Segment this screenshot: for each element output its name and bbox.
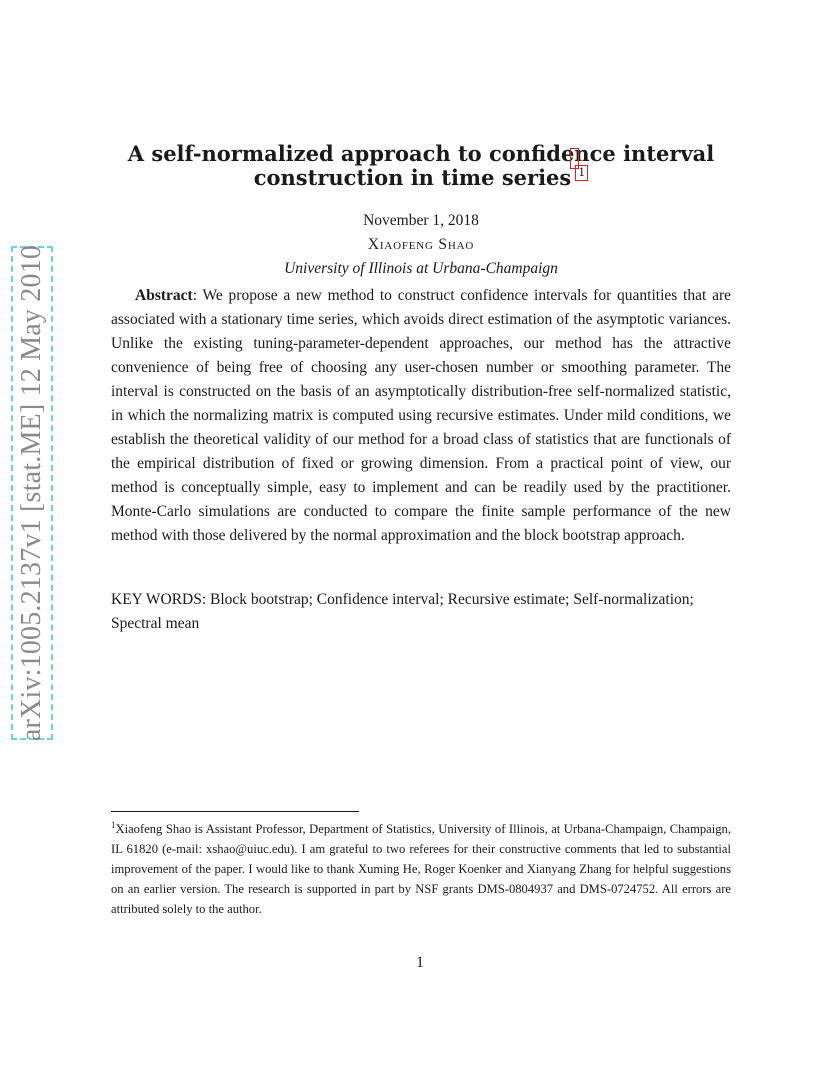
paper-title-line-2 [60, 166, 782, 190]
abstract-text: We propose a new method to construct confidence intervals for quantities that are associated with a stationary time series, which avoids direct estimation of the asymptotic variances. Unlike the existing tuning-parameter-dependent approaches, our method has the attractive convenience of being free of choosing any user-chosen number or smoothing parameter. The interval is constructed on the basis of an asymptotically distribution-free self-normalized statistic, in which the normalizing matrix is computed using recursive estimates. Under mild conditions, we establish the theoretical validity of our method for a broad class of statistics that are functionals of the empirical distribution of fixed or growing dimension. From a practical point of view, our method is conceptually simple, easy to implement and can be readily used by the practitioner. Monte-Carlo simulations are conducted to compare the finite sample performance of the new method with those delivered by the normal approximation and the block bootstrap approach. [111, 287, 731, 544]
page-number: 1 [416, 954, 424, 971]
footnote-text: Xiaofeng Shao is Assistant Professor, Department of Statistics, University of Illinois, at Urbana-Champaign, Champaign, IL 61820 (e-mail: xshao@uiuc.edu). I am grateful to two referees for their constructive comments that led to substantial improvement of the paper. I would like to thank Xuming He, Roger Koenker and Xianyang Zhang for helpful suggestions on an earlier version. The research is supported in part by NSF grants DMS-0804937 and DMS-0724752. All errors are attributed solely to the author. [111, 822, 731, 916]
paper-title-line-1: A self-normalized approach to confidence interval [127, 141, 715, 166]
paper-date: November 1, 2018 [363, 212, 479, 229]
paper-affiliation: University of Illinois at Urbana-Champaign [284, 260, 558, 277]
abstract-separator: : [192, 287, 197, 304]
footnote-mark: 1 [111, 820, 116, 830]
abstract [111, 284, 731, 548]
abstract-paragraph [111, 284, 731, 548]
footnote-rule [111, 811, 359, 812]
footnote [111, 815, 731, 919]
arxiv-identifier: arXiv:1005.2137v1 [stat.ME] 12 May 2010 [16, 244, 47, 742]
title-footnote-link[interactable]: 1 [575, 165, 588, 181]
paper-title-line-2-text: construction in time series [253, 165, 572, 190]
abstract-label: Abstract [135, 287, 193, 304]
keywords: KEY WORDS: Block bootstrap; Confidence interval; Recursive estimate; Self-normalization; Spectral mean [111, 591, 694, 632]
paper-author: Xiaofeng Shao [367, 236, 475, 253]
